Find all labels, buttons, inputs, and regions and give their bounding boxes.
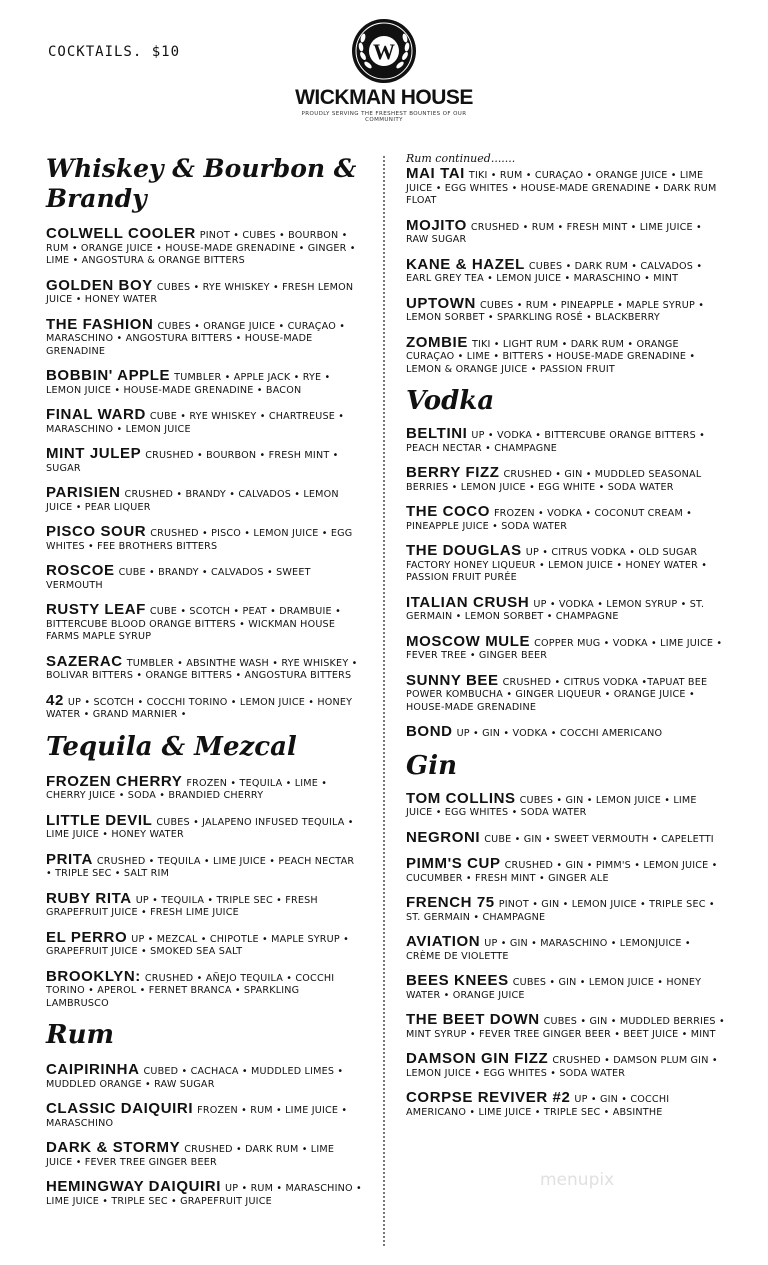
drink-name: LITTLE DEVIL [46,811,153,829]
drink-name: FINAL WARD [46,406,146,423]
drink-name: FRENCH 75 [406,894,495,911]
drink-name: UPTOWN [406,294,476,312]
menu-item-bees-knees [406,973,726,1002]
drink-name: SAZERAC [46,652,123,670]
drink-name: SUNNY BEE [406,671,499,689]
drink-ingredients: UP • CITRUS VODKA • OLD SUGAR FACTORY HONEY LIQUEUR • LEMON JUICE • HONEY WATER • PASSION FRUIT PURÉE [406,547,708,583]
menu-item-42 [46,693,362,722]
drink-ingredients: CUBE • GIN • SWEET VERMOUTH • CAPELETTI [484,833,714,845]
menu-item-classic-daiquiri [46,1101,362,1130]
drink-name: 42 [46,691,64,709]
drink-name: RUSTY LEAF [46,601,146,618]
drink-ingredients: UP • GIN • VODKA • COCCHI AMERICANO [456,728,663,739]
menu-item-rusty-leaf [46,602,362,644]
drink-name: ZOMBIE [406,333,468,351]
menu-item-kane-hazel [406,257,726,286]
menu-item-dark-stormy [46,1140,362,1169]
menu-item-the-beet-down [406,1012,726,1041]
drink-ingredients: UP • VODKA • BITTERCUBE ORANGE BITTERS • PEACH NECTAR • CHAMPAGNE [406,430,705,454]
drink-name: THE COCO [406,503,490,520]
drink-ingredients: PINOT • CUBES • BOURBON • RUM • ORANGE JUICE • HOUSE-MADE GRENADINE • GINGER • LIME • ANGOSTURA & ORANGE BITTERS [46,230,356,266]
menu-item-hemingway-daiquiri [46,1179,362,1208]
menu-item-pisco-sour [46,524,362,553]
menu-item-damson-gin-fizz [406,1051,726,1080]
drink-ingredients: CRUSHED • AÑEJO TEQUILA • COCCHI TORINO • APEROL • FERNET BRANCA • SPARKLING LAMBRUSCO [46,972,335,1009]
drink-name: THE DOUGLAS [406,542,522,559]
drink-ingredients: CRUSHED • DARK RUM • LIME JUICE • FEVER TREE GINGER BEER [46,1144,335,1168]
drink-ingredients: CUBES • GIN • LEMON JUICE • LIME JUICE • EGG WHITES • SODA WATER [406,794,697,818]
menu-item-french-75 [406,895,726,924]
drink-name: CLASSIC DAIQUIRI [46,1100,194,1117]
rum-continued-list [406,166,726,376]
drink-ingredients: CRUSHED • DAMSON PLUM GIN • LEMON JUICE • EGG WHITES • SODA WATER [406,1055,718,1079]
drink-name: PRITA [46,850,93,868]
drink-name: ITALIAN CRUSH [406,593,530,611]
drink-name: DARK & STORMY [46,1139,181,1156]
drink-ingredients: CRUSHED • GIN • PIMM'S • LEMON JUICE • CUCUMBER • FRESH MINT • GINGER ALE [406,860,718,884]
menu-item-prita [46,852,362,881]
drink-name: PISCO SOUR [46,523,147,540]
drink-ingredients: CUBE • RYE WHISKEY • CHARTREUSE • MARASCHINO • LEMON JUICE [46,411,345,435]
drink-name: BELTINI [406,425,468,442]
drink-ingredients: CUBED • CACHACA • MUDDLED LIMES • MUDDLED ORANGE • RAW SUGAR [46,1066,344,1090]
menu-item-sunny-bee [406,673,726,715]
drink-name: AVIATION [406,933,481,950]
menu-item-mojito [406,218,726,247]
drink-ingredients: UP • MEZCAL • CHIPOTLE • MAPLE SYRUP • GRAPEFRUIT JUICE • SMOKED SEA SALT [46,933,349,957]
drink-ingredients: CUBES • GIN • LEMON JUICE • HONEY WATER • ORANGE JUICE [406,977,702,1001]
section-title-whiskey-bourbon-brandy: Whiskey & Bourbon & Brandy [46,154,357,213]
drink-ingredients: COPPER MUG • VODKA • LIME JUICE • FEVER TREE • GINGER BEER [406,637,723,661]
drink-name: THE BEET DOWN [406,1011,540,1028]
drink-name: MAI TAI [406,165,465,182]
drink-ingredients: UP • RUM • MARASCHINO • LIME JUICE • TRIPLE SEC • GRAPEFRUIT JUICE [46,1183,362,1207]
left-menu-column [46,140,362,1218]
menu-item-el-perro [46,930,362,959]
watermark: menupix [540,1170,615,1190]
drink-ingredients: UP • GIN • MARASCHINO • LEMONJUICE • CRÈME DE VIOLETTE [406,938,691,962]
column-divider [383,156,385,1246]
section-title-vodka: Vodka [406,386,495,416]
laurel-emblem-icon [351,18,417,84]
drink-name: PARISIEN [46,484,121,501]
menu-item-uptown [406,296,726,325]
drink-name: NEGRONI [406,828,481,846]
drink-name: HEMINGWAY DAIQUIRI [46,1178,221,1195]
drink-ingredients: UP • GIN • COCCHI AMERICANO • LIME JUICE • TRIPLE SEC • ABSINTHE [406,1094,670,1118]
drink-name: DAMSON GIN FIZZ [406,1050,549,1067]
menu-item-aviation [406,934,726,963]
section-title-gin: Gin [406,750,457,781]
section-title-tequila-mezcal: Tequila & Mezcal [46,731,297,762]
drink-ingredients: FROZEN • TEQUILA • LIME • CHERRY JUICE • SODA • BRANDIED CHERRY [46,777,328,801]
menu-item-little-devil [46,813,362,842]
drink-ingredients: CUBES • ORANGE JUICE • CURAÇAO • MARASCHINO • ANGOSTURA BITTERS • HOUSE-MADE GRENADINE [46,320,346,357]
drink-name: COLWELL COOLER [46,225,196,242]
drink-name: BROOKLYN: [46,967,141,985]
cocktail-price: COCKTAILS. $10 [48,44,181,60]
drink-ingredients: UP • VODKA • LEMON SYRUP • ST. GERMAIN • LEMON SORBET • CHAMPAGNE [406,598,705,622]
drink-ingredients: CUBES • RUM • PINEAPPLE • MAPLE SYRUP • LEMON SORBET • SPARKLING ROSÉ • BLACKBERRY [406,299,705,323]
drink-name: CORPSE REVIVER #2 [406,1089,571,1106]
drink-ingredients: TUMBLER • APPLE JACK • RYE • LEMON JUICE • HOUSE-MADE GRENADINE • BACON [46,372,331,396]
drink-name: BEES KNEES [406,972,509,989]
menu-item-mai-tai [406,166,726,208]
drink-ingredients: TUMBLER • ABSINTHE WASH • RYE WHISKEY • BOLIVAR BITTERS • ORANGE BITTERS • ANGOSTURA BITTERS [46,657,358,681]
menu-item-the-douglas [406,543,726,585]
drink-name: PIMM'S CUP [406,855,501,872]
drink-name: BOND [406,723,453,740]
menu-item-ruby-rita [46,891,362,920]
logo-letter: W [373,39,395,64]
menu-item-zombie [406,335,726,377]
drink-ingredients: CUBES • DARK RUM • CALVADOS • EARL GREY TEA • LEMON JUICE • MARASCHINO • MINT [406,260,703,284]
menu-item-brooklyn [46,969,362,1011]
drink-name: MOJITO [406,216,467,234]
drink-ingredients: CRUSHED • TEQUILA • LIME JUICE • PEACH NECTAR • TRIPLE SEC • SALT RIM [46,855,355,879]
drink-ingredients: FROZEN • VODKA • COCONUT CREAM • PINEAPPLE JUICE • SODA WATER [406,508,693,532]
drink-ingredients: CRUSHED • GIN • MUDDLED SEASONAL BERRIES • LEMON JUICE • EGG WHITE • SODA WATER [406,469,702,493]
menu-item-colwell-cooler [46,226,362,268]
menu-item-berry-fizz [406,465,726,494]
menu-item-roscoe [46,563,362,592]
drink-name: EL PERRO [46,928,128,946]
menu-item-the-coco [406,504,726,533]
menu-item-tom-collins [406,791,726,820]
drink-ingredients: CRUSHED • RUM • FRESH MINT • LIME JUICE • RAW SUGAR [406,221,702,245]
rum-continued-label: Rum continued....... [406,152,516,165]
menu-item-caipirinha [46,1062,362,1091]
brand-tagline: PROUDLY SERVING THE FRESHEST BOUNTIES OF OUR COMMUNITY [301,111,467,123]
right-sections [406,386,726,1119]
menu-item-golden-boy [46,278,362,307]
drink-name: THE FASHION [46,315,154,333]
drink-name: BERRY FIZZ [406,464,500,481]
menu-item-final-ward [46,407,362,436]
menu-item-the-fashion [46,317,362,359]
menu-item-beltini [406,426,726,455]
drink-ingredients: CUBES • RYE WHISKEY • FRESH LEMON JUICE • HONEY WATER [46,281,354,305]
menu-item-sazerac [46,654,362,683]
drink-ingredients: UP • TEQUILA • TRIPLE SEC • FRESH GRAPEFRUIT JUICE • FRESH LIME JUICE [46,894,318,918]
menu-item-negroni [406,830,726,847]
drink-name: CAIPIRINHA [46,1061,140,1078]
drink-name: TOM COLLINS [406,789,516,807]
logo [284,18,484,123]
drink-ingredients: CRUSHED • PISCO • LEMON JUICE • EGG WHITES • FEE BROTHERS BITTERS [46,528,353,552]
drink-ingredients: CUBES • GIN • MUDDLED BERRIES • MINT SYRUP • FEVER TREE GINGER BEER • BEET JUICE • MINT [406,1016,725,1040]
drink-name: FROZEN CHERRY [46,772,183,790]
menu-item-pimm-s-cup [406,856,726,885]
drink-ingredients: CUBE • BRANDY • CALVADOS • SWEET VERMOUTH [46,567,311,591]
drink-ingredients: CRUSHED • CITRUS VODKA •TAPUAT BEE POWER KOMBUCHA • GINGER LIQUEUR • ORANGE JUICE • HOUSE-MADE GRENADINE [406,676,708,713]
menu-item-italian-crush [406,595,726,624]
right-menu-column [406,140,726,1129]
drink-ingredients: CRUSHED • BRANDY • CALVADOS • LEMON JUICE • PEAR LIQUER [46,489,339,513]
drink-ingredients: TIKI • LIGHT RUM • DARK RUM • ORANGE CURAÇAO • LIME • BITTERS • HOUSE-MADE GRENADINE • LEMON & ORANGE JUICE • PASSION FRUIT [406,338,696,375]
menu-item-bobbin-apple [46,368,362,397]
drink-ingredients: CUBES • JALAPENO INFUSED TEQUILA • LIME JUICE • HONEY WATER [46,816,354,840]
drink-ingredients: UP • SCOTCH • COCCHI TORINO • LEMON JUICE • HONEY WATER • GRAND MARNIER • [46,696,353,720]
drink-ingredients: CRUSHED • BOURBON • FRESH MINT • SUGAR [46,450,339,474]
drink-name: GOLDEN BOY [46,276,153,294]
menu-item-moscow-mule [406,634,726,663]
menu-item-corpse-reviver-2 [406,1090,726,1119]
drink-name: MOSCOW MULE [406,632,531,650]
drink-ingredients: CUBE • SCOTCH • PEAT • DRAMBUIE • BITTERCUBE BLOOD ORANGE BITTERS • WICKMAN HOUSE FARMS MAPLE SYRUP [46,606,341,642]
drink-ingredients: PINOT • GIN • LEMON JUICE • TRIPLE SEC • ST. GERMAIN • CHAMPAGNE [406,899,715,923]
menu-item-bond [406,724,726,741]
menu-item-parisien [46,485,362,514]
drink-name: KANE & HAZEL [406,255,525,273]
drink-name: RUBY RITA [46,889,132,907]
drink-ingredients: FROZEN • RUM • LIME JUICE • MARASCHINO [46,1105,348,1129]
drink-name: BOBBIN' APPLE [46,367,171,384]
menu-item-frozen-cherry [46,774,362,803]
drink-name: MINT JULEP [46,445,142,462]
brand-name: WICKMAN HOUSE [295,86,473,109]
menu-item-mint-julep [46,446,362,475]
section-title-rum: Rum [46,1020,115,1050]
drink-name: ROSCOE [46,562,115,579]
drink-ingredients: TIKI • RUM • CURAÇAO • ORANGE JUICE • LIME JUICE • EGG WHITES • HOUSE-MADE GRENADINE • DARK RUM FLOAT [406,170,717,206]
